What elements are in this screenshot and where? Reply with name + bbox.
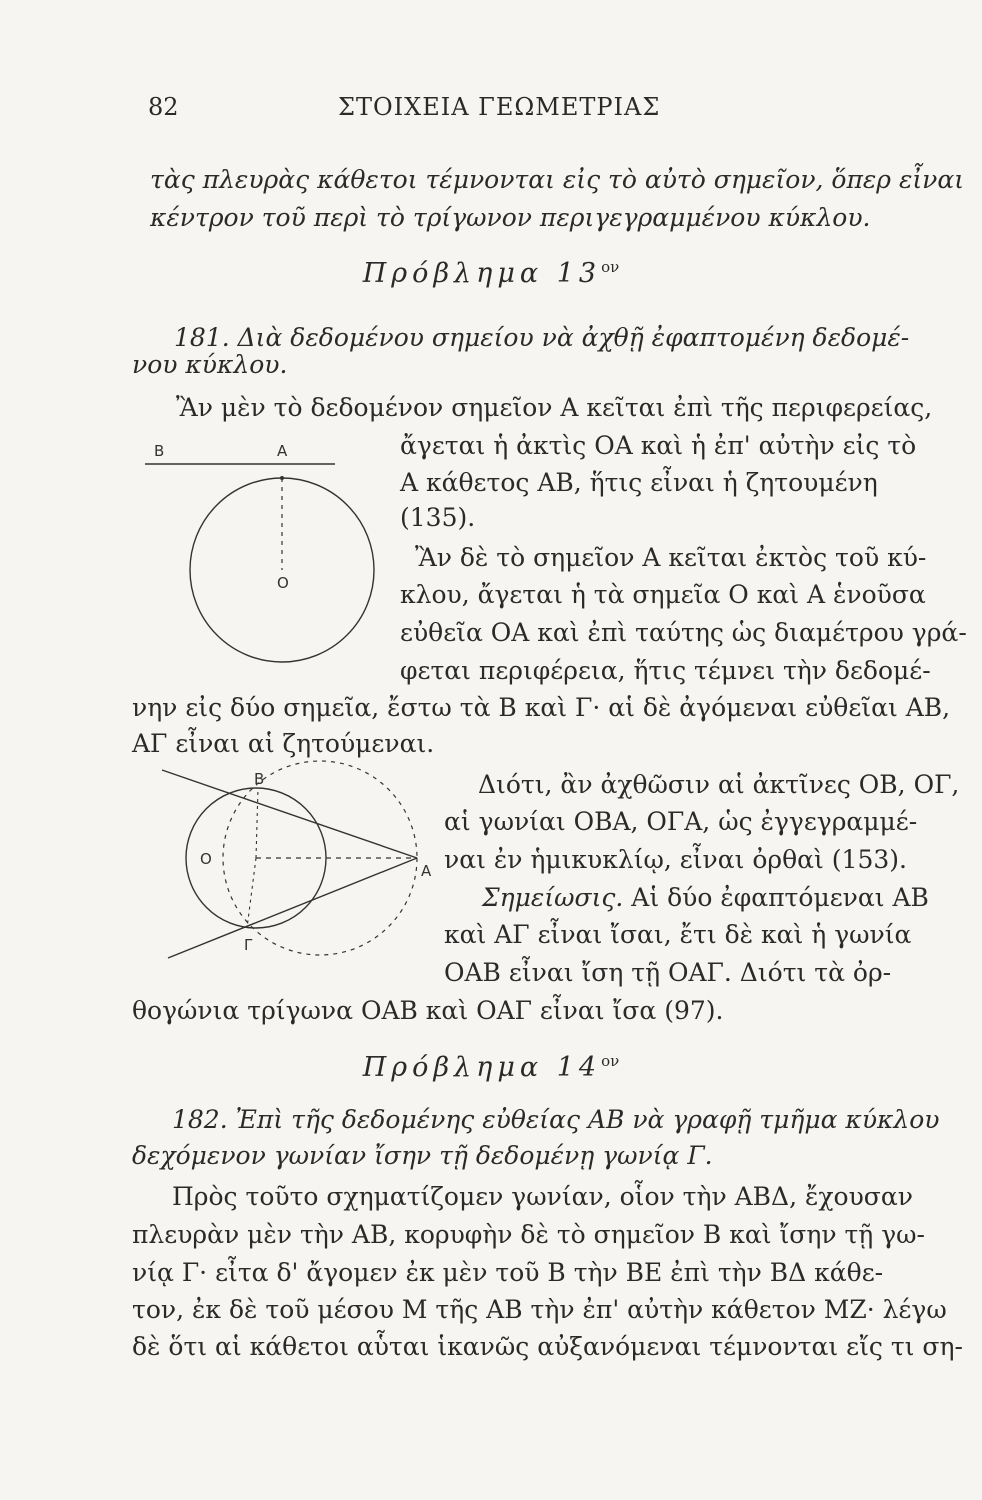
running-title: ΣΤΟΙΧΕΙΑ ΓΕΩΜΕΤΡΙΑΣ: [338, 93, 661, 121]
label-o: Ο: [277, 574, 289, 592]
label-a: Α: [421, 862, 432, 880]
text-line: νίᾳ Γ· εἶτα δ' ἄγομεν ἐκ μὲν τοῦ Β τὴν ΒΕ ἐπὶ τὴν ΒΔ κάθε-: [132, 1258, 884, 1287]
problem-14-statement: δεχόμενον γωνίαν ἴσην τῇ δεδομένῃ γωνίᾳ Γ.: [132, 1141, 713, 1170]
label-b: Β: [254, 770, 265, 788]
tangent-on-circle-figure: [140, 440, 380, 690]
text-line: ἄγεται ἡ ἀκτὶς ΟΑ καὶ ἡ ἐπ' αὐτὴν εἰς τὸ: [400, 431, 917, 460]
label-b: Β: [154, 442, 165, 460]
text-line: δὲ ὅτι αἱ κάθετοι αὗται ἱκανῶς αὐξανόμεναι τέμνονται εἴς τι ση-: [132, 1332, 963, 1361]
text-line: θογώνια τρίγωνα ΟΑΒ καὶ ΟΑΓ εἶναι ἴσα (97).: [132, 996, 724, 1025]
tangent-ag: [168, 858, 417, 958]
page-number: 82: [148, 93, 179, 121]
text-line: Πρὸς τοῦτο σχηματίζομεν γωνίαν, οἷον τὴν ΑΒΔ, ἔχουσαν: [172, 1182, 913, 1211]
text-line: Α κάθετος ΑΒ, ἥτις εἶναι ἡ ζητουμένη: [400, 468, 878, 497]
note-line: Σημείωσις. Αἱ δύο ἐφαπτόμεναι ΑΒ: [482, 883, 929, 912]
text-line: τὰς πλευρὰς κάθετοι τέμνονται εἰς τὸ αὐτὸ σημεῖον, ὅπερ εἶναι: [150, 165, 965, 194]
text-line: τον, ἐκ δὲ τοῦ μέσου Μ τῆς ΑΒ τὴν ἐπ' αὐτὴν κάθετον ΜΖ· λέγω: [132, 1295, 947, 1324]
tangents-from-external-point-figure: [190, 760, 450, 970]
radius-ob: [256, 788, 258, 858]
text-line: Ἂν μὲν τὸ δεδομένον σημεῖον Α κεῖται ἐπὶ τῆς περιφερείας,: [176, 393, 933, 422]
problem-13-statement: 181. Διὰ δεδομένου σημείου νὰ ἀχθῇ ἐφαπτομένη δεδομέ-: [174, 323, 910, 352]
text-line: καὶ ΑΓ εἶναι ἴσαι, ἔτι δὲ καὶ ἡ γωνία: [444, 920, 912, 949]
note-label: Σημείωσις.: [482, 883, 624, 912]
text-line: κλου, ἄγεται ἡ τὰ σημεῖα Ο καὶ Α ἑνοῦσα: [400, 580, 926, 609]
text-line: εὐθεῖα ΟΑ καὶ ἐπὶ ταύτης ὡς διαμέτρου γρά-: [400, 618, 967, 647]
problem-14-heading: Πρόβλημα $14^{o\nu}$: [362, 1052, 620, 1083]
text-line: αἱ γωνίαι ΟΒΑ, ΟΓΑ, ὡς ἐγγεγραμμέ-: [444, 807, 918, 836]
text-line: ναι ἐν ἡμικυκλίῳ, εἶναι ὀρθαὶ (153).: [444, 845, 907, 874]
text-line: ΟΑΒ εἶναι ἴση τῇ ΟΑΓ. Διότι τὰ ὀρ-: [444, 958, 892, 987]
text-line: (135).: [400, 503, 476, 532]
text-line: πλευρὰν μὲν τὴν ΑΒ, κορυφὴν δὲ τὸ σημεῖον Β καὶ ἴσην τῇ γω-: [132, 1220, 926, 1249]
problem-13-heading: Πρόβλημα $13^{o\nu}$: [362, 258, 620, 289]
text-line: φεται περιφέρεια, ἥτις τέμνει τὴν δεδομέ-: [400, 656, 931, 685]
text-line: ΑΓ εἶναι αἱ ζητούμεναι.: [132, 729, 435, 758]
problem-13-statement: νου κύκλου.: [132, 350, 288, 379]
text-line: κέντρον τοῦ περὶ τὸ τρίγωνον περιγεγραμμένου κύκλου.: [150, 203, 871, 232]
problem-14-statement: 182. Ἐπὶ τῆς δεδομένης εὐθείας ΑΒ νὰ γραφῇ τμῆμα κύκλου: [172, 1105, 940, 1134]
radius-og: [247, 858, 256, 928]
text-line: Ἂν δὲ τὸ σημεῖον Α κεῖται ἐκτὸς τοῦ κύ-: [415, 543, 927, 572]
point-a: [280, 476, 284, 480]
text-line: Διότι, ἂν ἀχθῶσιν αἱ ἀκτῖνες ΟΒ, ΟΓ,: [478, 770, 960, 799]
label-a: Α: [277, 442, 288, 460]
text-line: νην εἰς δύο σημεῖα, ἔστω τὰ Β καὶ Γ· αἱ δὲ ἀγόμεναι εὐθεῖαι ΑΒ,: [132, 693, 951, 722]
label-o: Ο: [200, 850, 212, 868]
label-g: Γ: [244, 936, 253, 954]
tangent-ab: [162, 770, 417, 858]
